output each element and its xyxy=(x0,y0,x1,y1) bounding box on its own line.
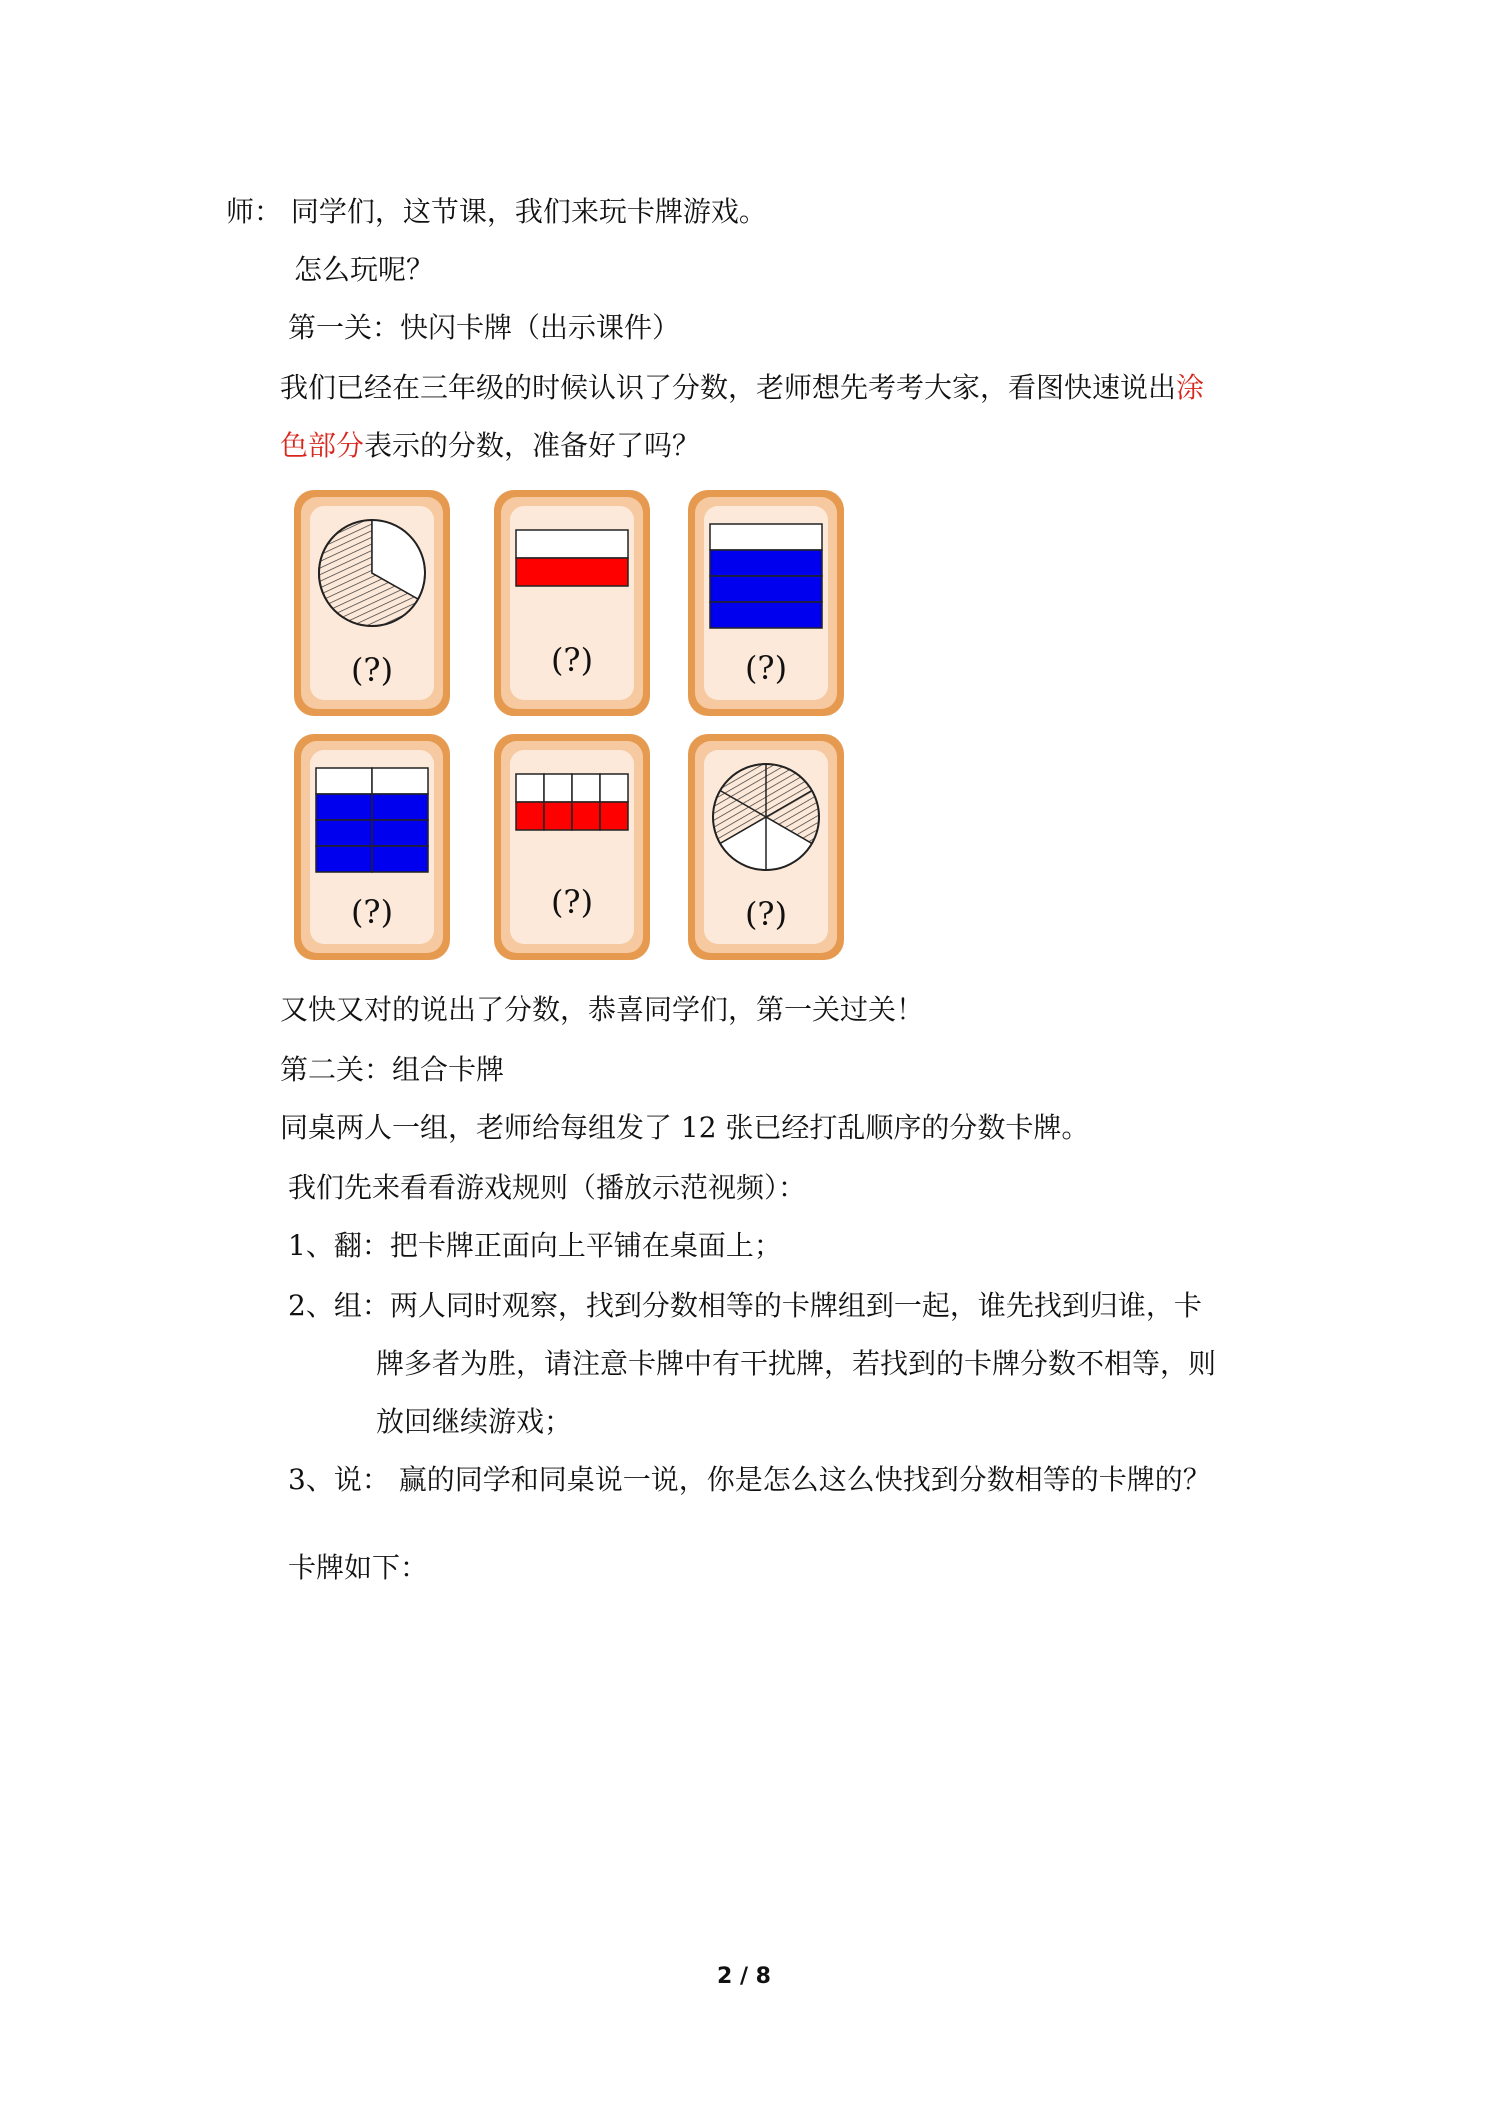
intro-text: 我们已经在三年级的时候认识了分数，老师想先考考大家，看图快速说出 xyxy=(280,371,1177,404)
line-cards-below: 卡牌如下： xyxy=(288,1551,429,1584)
fraction-card xyxy=(686,732,846,962)
card-question-label: (?) xyxy=(350,893,394,931)
rule-2-cont: 牌多者为胜，请注意卡牌中有干扰牌，若找到的卡牌分数不相等，则 xyxy=(376,1347,1217,1380)
page-number: 2 / 8 xyxy=(717,1964,771,1989)
card-question-label: (?) xyxy=(744,649,788,687)
intro-text: 表示的分数，准备好了吗？ xyxy=(364,429,701,462)
grid-figure xyxy=(316,768,428,872)
bar-figure xyxy=(516,530,628,586)
fraction-card xyxy=(492,732,652,962)
line-how-to-play: 怎么玩呢？ xyxy=(294,253,435,286)
bar-figure xyxy=(710,524,822,628)
fraction-card xyxy=(492,488,652,718)
grid-figure xyxy=(516,774,628,830)
line-intro-question-cont xyxy=(280,426,700,466)
flash-card-grid xyxy=(292,488,862,970)
card-question-label: (?) xyxy=(350,651,394,689)
fraction-card xyxy=(292,732,452,962)
card-question-label: (?) xyxy=(550,641,594,679)
line-level-one-passed: 又快又对的说出了分数，恭喜同学们，第一关过关！ xyxy=(280,993,925,1026)
card-question-label: (?) xyxy=(550,883,594,921)
rule-3: 3、说： 赢的同学和同桌说一说，你是怎么这么快找到分数相等的卡牌的？ xyxy=(288,1463,1211,1496)
fraction-card xyxy=(686,488,846,718)
fraction-card xyxy=(292,488,452,718)
rule-1: 1、翻：把卡牌正面向上平铺在桌面上； xyxy=(288,1229,782,1262)
highlight-text: 色部分 xyxy=(280,429,365,462)
circle-figure xyxy=(713,764,819,870)
line-teacher-intro: 师： 同学们，这节课，我们来玩卡牌游戏。 xyxy=(226,195,767,228)
line-level-one: 第一关：快闪卡牌（出示课件） xyxy=(288,311,681,344)
rule-2-cont: 放回继续游戏； xyxy=(376,1405,573,1438)
line-intro-question xyxy=(280,368,1204,408)
highlight-text: 涂 xyxy=(1176,371,1205,404)
line-level-two-desc: 同桌两人一组，老师给每组发了 12 张已经打乱顺序的分数卡牌。 xyxy=(280,1111,1090,1144)
line-rules-intro: 我们先来看看游戏规则（播放示范视频）： xyxy=(288,1171,807,1204)
rule-2: 2、组：两人同时观察，找到分数相等的卡牌组到一起，谁先找到归谁，卡 xyxy=(288,1289,1202,1322)
circle-figure xyxy=(319,520,425,626)
card-question-label: (?) xyxy=(744,895,788,933)
line-level-two: 第二关：组合卡牌 xyxy=(280,1053,505,1086)
